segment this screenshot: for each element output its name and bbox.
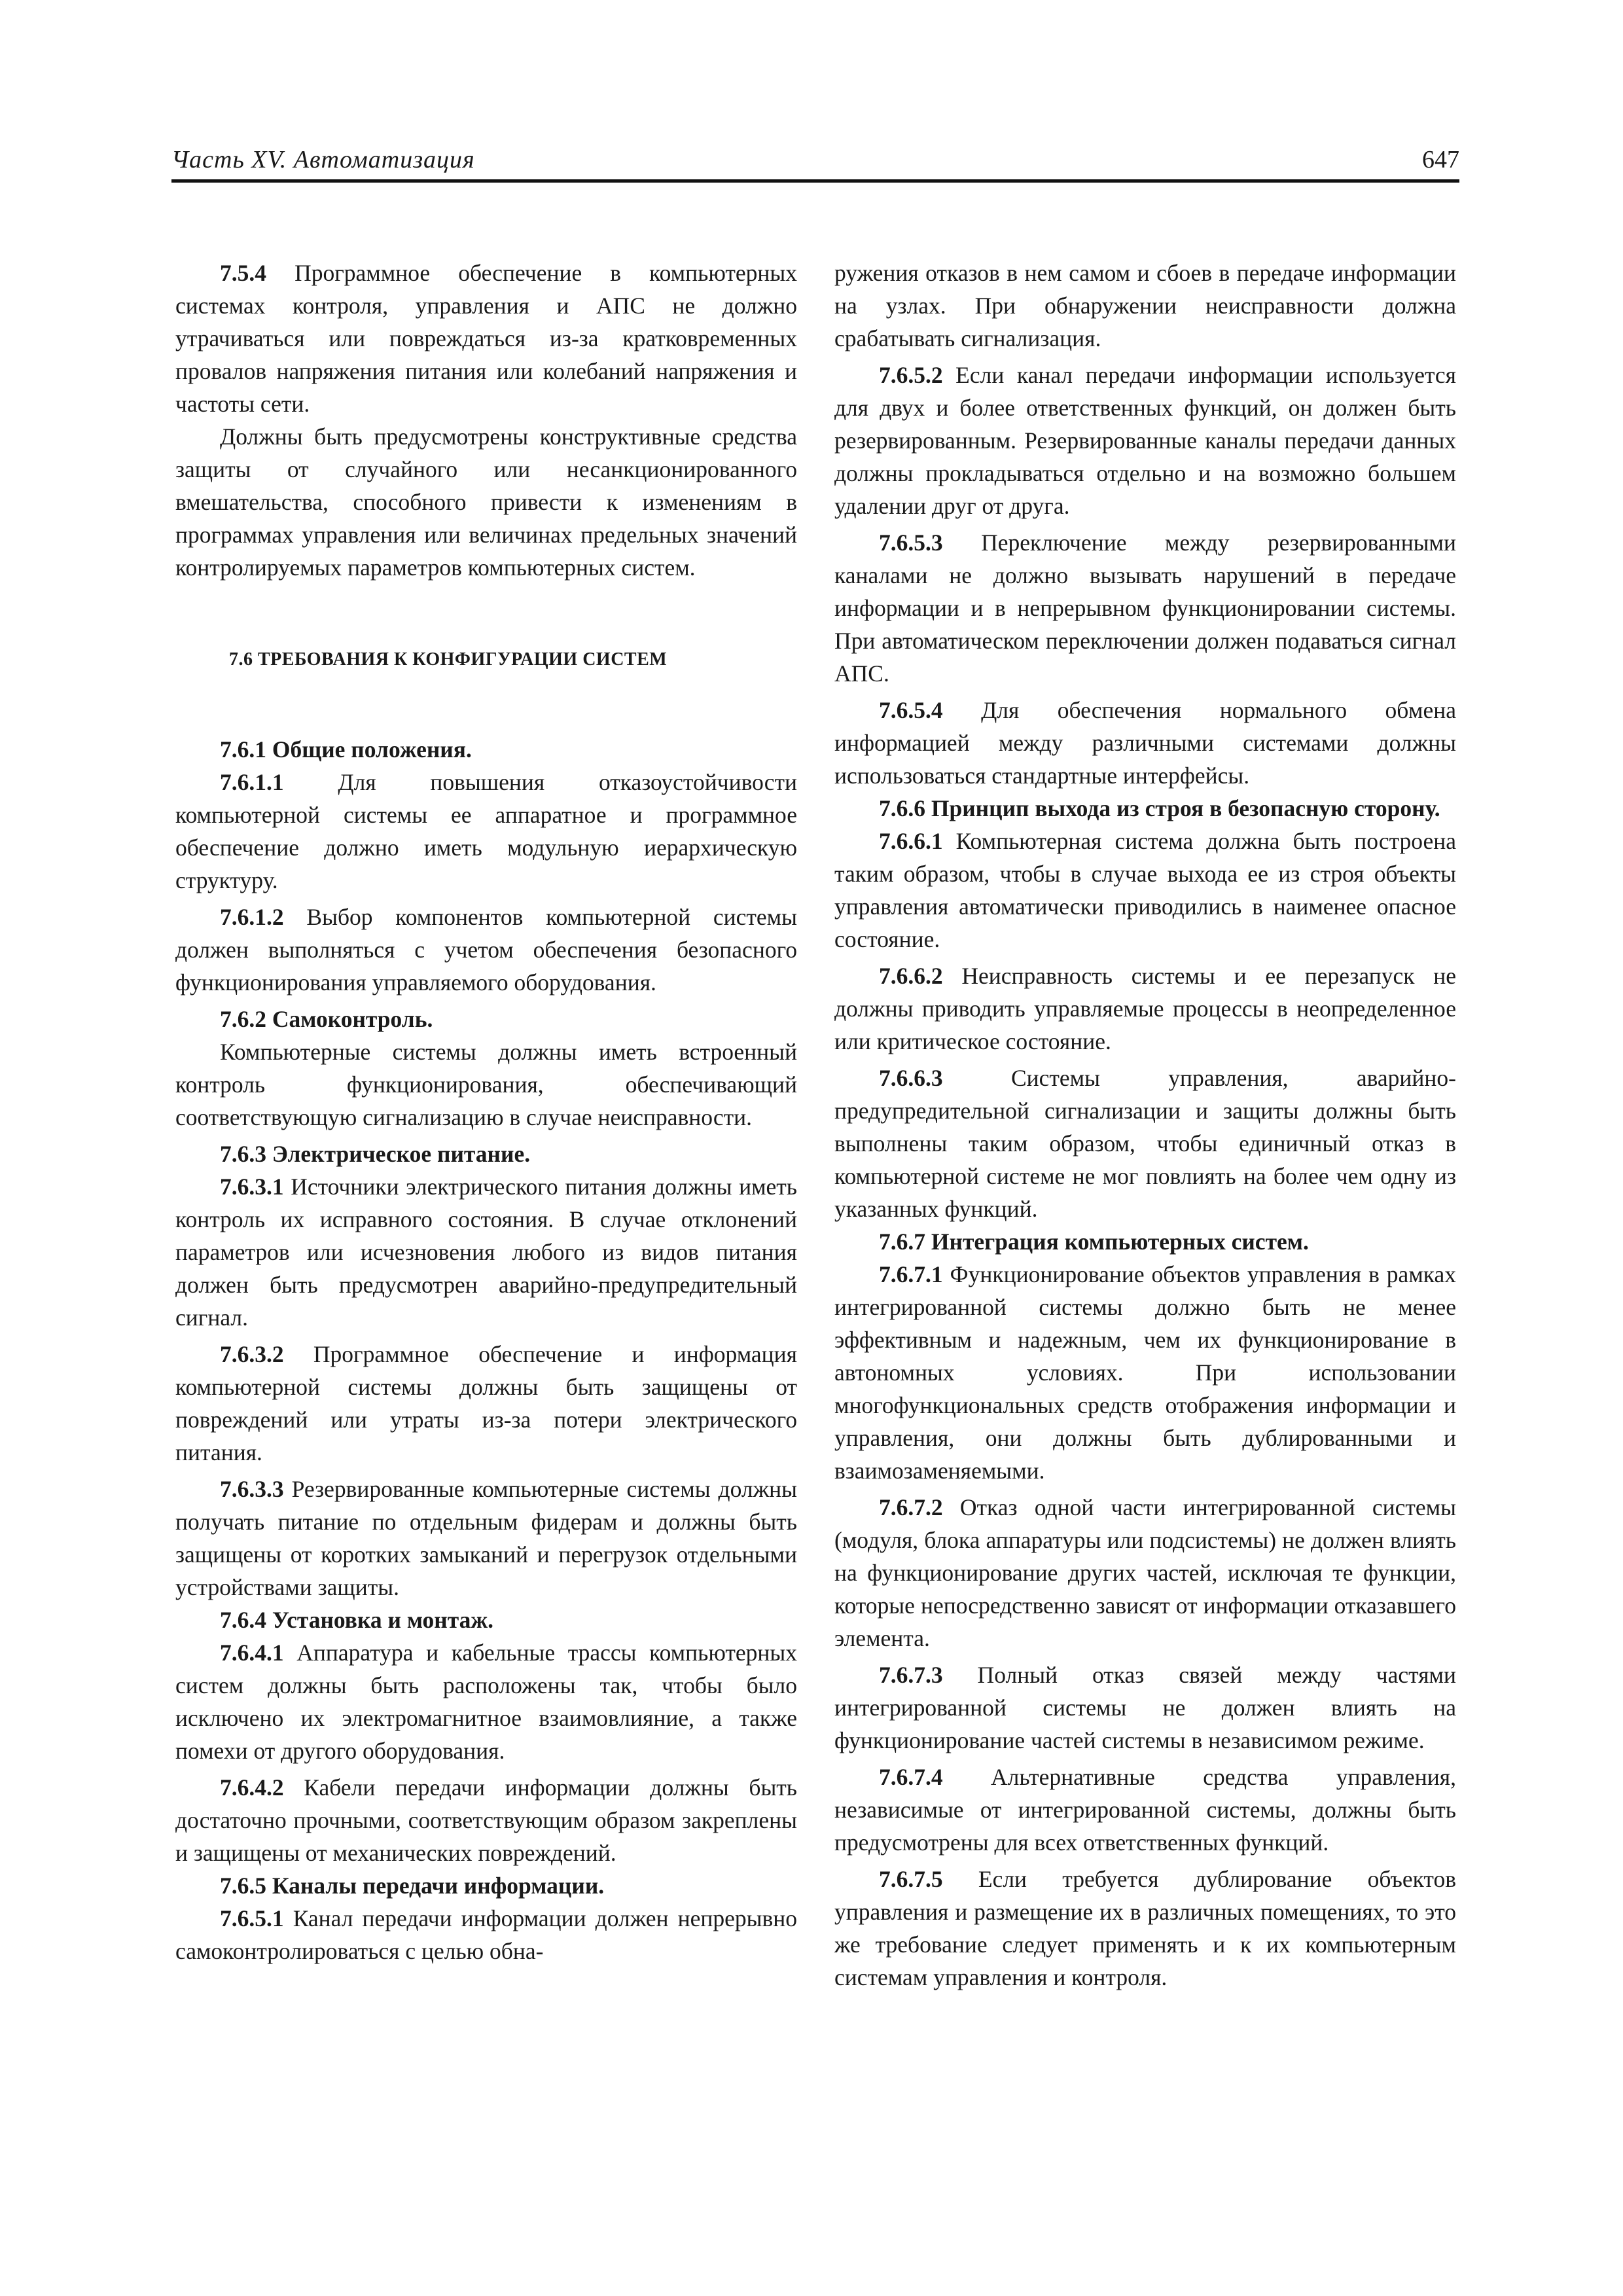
- clause-number: 7.6.6.1: [879, 828, 943, 854]
- clause-number: 7.6.3.2: [220, 1341, 284, 1367]
- paragraph-7-6-3-3: [175, 1473, 797, 1604]
- clause-number: 7.6.1.2: [220, 904, 284, 930]
- paragraph-7-5-4: [175, 257, 797, 420]
- paragraph-7-6-6-3: [834, 1062, 1456, 1225]
- paragraph-text: Выбор компонентов компьютерной системы должен выполняться с учетом обеспечения безопасного функционирования управляемого оборудования.: [175, 904, 797, 996]
- clause-number: 7.6.7.3: [879, 1662, 943, 1688]
- paragraph-text: Резервированные компьютерные системы должны получать питание по отдельным фидерам и должны быть защищены от коротких замыканий и перегрузок отдельными устройствами защиты.: [175, 1476, 797, 1600]
- clause-number: 7.6.7.4: [879, 1764, 943, 1790]
- paragraph-7-6-5-2: [834, 359, 1456, 522]
- paragraph-7-6-7-2: [834, 1491, 1456, 1655]
- paragraph-7-6-5-4: [834, 694, 1456, 792]
- paragraph-7-6-6-2: [834, 960, 1456, 1058]
- paragraph-7-6-7-3: [834, 1659, 1456, 1757]
- paragraph-text: Для обеспечения нормального обмена информацией между различными системами должны использоваться стандартные интерфейсы.: [834, 697, 1456, 789]
- paragraph-text: Функционирование объектов управления в рамках интегрированной системы должно быть не менее эффективным и надежным, чем их функционирование в автономных условиях. При использовании многофункциональных средств отображения информации и управления, они должны быть дублированными и взаимозаменяемыми.: [834, 1261, 1456, 1484]
- paragraph-text: Переключение между резервированными каналами не должно вызывать нарушений в передаче информации и в непрерывном функционировании системы. При автоматическом переключении должен подаваться сигнал АПС.: [834, 529, 1456, 687]
- paragraph-text: Источники электрического питания должны иметь контроль их исправного состояния. В случае отклонений параметров или исчезновения любого из видов питания должен быть предусмотрен аварийно-предупредительный сигнал.: [175, 1174, 797, 1331]
- paragraph-text: Полный отказ связей между частями интегрированной системы не должен влиять на функционирование частей системы в независимом режиме.: [834, 1662, 1456, 1753]
- paragraph-text: Должны быть предусмотрены конструктивные средства защиты от случайного или несанкционированного вмешательства, способного привести к изменениям в программах управления или величинах предельных значений контролируемых параметров компьютерных систем.: [175, 423, 797, 581]
- section-title: 7.6 ТРЕБОВАНИЯ К КОНФИГУРАЦИИ СИСТЕМ: [229, 649, 668, 670]
- paragraph-7-5-4-b: [175, 420, 797, 584]
- clause-number: 7.6.5.1: [220, 1905, 284, 1931]
- paragraph-7-6-7-5: [834, 1863, 1456, 1994]
- left-column: [175, 257, 797, 1967]
- clause-number: 7.6.6.2: [879, 963, 943, 989]
- paragraph-7-6-4-1: [175, 1636, 797, 1767]
- paragraph-text: Компьютерные системы должны иметь встроенный контроль функционирования, обеспечивающий соответствующую сигнализацию в случае неисправности.: [175, 1039, 797, 1130]
- paragraph-7-6-7-4: [834, 1761, 1456, 1859]
- subheading-7-6-6: 7.6.6 Принцип выхода из строя в безопасную сторону.: [879, 795, 1440, 821]
- paragraph-7-6-1-2: [175, 901, 797, 999]
- paragraph-7-6-5-1-continued: [834, 257, 1456, 355]
- clause-number: 7.6.4.2: [220, 1774, 284, 1801]
- paragraph-7-6-4-2: [175, 1771, 797, 1869]
- clause-number: 7.6.5.2: [879, 362, 943, 388]
- paragraph-text: Программное обеспечение и информация компьютерной системы должны быть защищены от повреждений или утраты из-за потери электрического питания.: [175, 1341, 797, 1465]
- clause-number: 7.6.1.1: [220, 769, 284, 795]
- paragraph-text: Канал передачи информации должен непрерывно самоконтролироваться с целью обна-: [175, 1905, 797, 1964]
- right-column: [834, 257, 1456, 1994]
- running-head: [171, 139, 1459, 183]
- clause-number: 7.6.7.5: [879, 1866, 943, 1892]
- clause-number: 7.6.7.2: [879, 1494, 943, 1520]
- subheading-7-6-4: 7.6.4 Установка и монтаж.: [220, 1607, 493, 1633]
- paragraph-text: Если канал передачи информации используется для двух и более ответственных функций, он должен быть резервированным. Резервированные каналы передачи данных должны прокладываться отдельно и на возможно большем удалении друг от друга.: [834, 362, 1456, 519]
- subheading-7-6-2: 7.6.2 Самоконтроль.: [220, 1006, 433, 1032]
- paragraph-7-6-1-1: [175, 766, 797, 897]
- paragraph-text: Альтернативные средства управления, независимые от интегрированной системы, должны быть предусмотрены для всех ответственных функций.: [834, 1764, 1456, 1856]
- subheading-7-6-3: 7.6.3 Электрическое питание.: [220, 1141, 531, 1167]
- paragraph-text: Программное обеспечение в компьютерных системах контроля, управления и АПС не должно утрачиваться или повреждаться из-за кратковременных провалов напряжения питания или колебаний напряжения и частоты сети.: [175, 260, 797, 417]
- subheading-7-6-5: 7.6.5 Каналы передачи информации.: [220, 1873, 605, 1899]
- clause-number: 7.6.7.1: [879, 1261, 943, 1287]
- paragraph-7-6-5-3: [834, 526, 1456, 690]
- clause-number: 7.6.3.3: [220, 1476, 284, 1502]
- paragraph-7-6-5-1: [175, 1902, 797, 1967]
- clause-number: 7.6.5.4: [879, 697, 943, 723]
- running-head-title: Часть XV. Автоматизация: [171, 146, 475, 173]
- clause-number: 7.6.5.3: [879, 529, 943, 556]
- paragraph-text: Для повышения отказоустойчивости компьютерной системы ее аппаратное и программное обеспечение должно иметь модульную иерархическую структуру.: [175, 769, 797, 893]
- subheading-7-6-7: 7.6.7 Интеграция компьютерных систем.: [879, 1229, 1309, 1255]
- clause-number: 7.6.4.1: [220, 1640, 284, 1666]
- clause-number: 7.6.3.1: [220, 1174, 284, 1200]
- paragraph-text: Если требуется дублирование объектов управления и размещение их в различных помещениях, то это же требование следует применять и к их компьютерным системам управления и контроля.: [834, 1866, 1456, 1990]
- paragraph-text: Неисправность системы и ее перезапуск не должны приводить управляемые процессы в неопределенное или критическое состояние.: [834, 963, 1456, 1054]
- clause-number: 7.6.6.3: [879, 1065, 943, 1091]
- clause-number: 7.5.4: [220, 260, 266, 286]
- paragraph-text: Кабели передачи информации должны быть достаточно прочными, соответствующим образом закреплены и защищены от механических повреждений.: [175, 1774, 797, 1866]
- paragraph-text: Системы управления, аварийно-предупредительной сигнализации и защиты должны быть выполнены таким образом, чтобы единичный отказ в компьютерной системе не мог повлиять на более чем одну из указанных функций.: [834, 1065, 1456, 1222]
- paragraph-text: ружения отказов в нем самом и сбоев в передаче информации на узлах. При обнаружении неисправности должна срабатывать сигнализация.: [834, 260, 1456, 351]
- paragraph-7-6-2: [175, 1035, 797, 1134]
- paragraph-7-6-3-2: [175, 1338, 797, 1469]
- paragraph-text: Отказ одной части интегрированной системы (модуля, блока аппаратуры или подсистемы) не должен влиять на функционирование других частей, исключая те функции, которые непосредственно зависят от информации отказавшего элемента.: [834, 1494, 1456, 1651]
- paragraph-text: Компьютерная система должна быть построена таким образом, чтобы в случае выхода ее из строя объекты управления автоматически приводились в наименее опасное состояние.: [834, 828, 1456, 952]
- paragraph-7-6-7-1: [834, 1258, 1456, 1487]
- subheading-7-6-1: 7.6.1 Общие положения.: [220, 736, 472, 762]
- paragraph-7-6-6-1: [834, 825, 1456, 956]
- paragraph-text: Аппаратура и кабельные трассы компьютерных систем должны быть расположены так, чтобы было исключено их электромагнитное взаимовлияние, а также помехи от другого оборудования.: [175, 1640, 797, 1764]
- paragraph-7-6-3-1: [175, 1170, 797, 1334]
- page-number: 647: [1422, 146, 1459, 173]
